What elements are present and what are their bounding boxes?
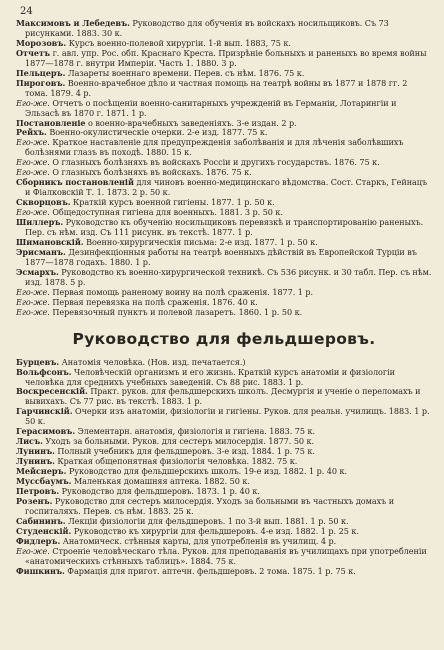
- entry-author: Сборникъ постановленій: [16, 177, 134, 188]
- entry-text: Краткій курсъ военной гигіены. 1877. 1 р. 50 к.: [70, 197, 275, 208]
- bibliography-entry: [16, 407, 432, 427]
- bibliography-entry: [16, 268, 432, 288]
- entry-author: Его-же.: [16, 545, 50, 556]
- bibliography-entry: [16, 138, 432, 158]
- entry-author: Его-же.: [16, 286, 50, 297]
- entry-author: Лисъ.: [16, 436, 43, 447]
- entry-text: Человѣческій организмъ и его жизнь. Краткій курсъ анатоміи и физіологіи человѣка для среднихъ учебныхъ заведеній. Съ 88 рис. 1883. 1 р.: [25, 366, 395, 387]
- entry-text: Строеніе человѣческаго тѣла. Руков. для преподаванія въ училищахъ при употребленіи «анатомическихъ стѣнныхъ таблицъ». 1884. 75 к.: [25, 545, 427, 566]
- entry-author: Лунинъ.: [16, 446, 55, 457]
- entry-text: О глазныхъ болѣзняхъ въ войскахъ. 1876. 75 к.: [49, 167, 252, 178]
- bibliography-entry: [16, 567, 432, 577]
- entry-text: Военно-врачебное дѣло и частная помощь на театрѣ войны въ 1877 и 1878 гг. 2 тома. 1879. 4 р.: [25, 77, 408, 98]
- entry-text: Лекціи физіологіи для фельдшеровъ. 1 по 3-й вып. 1881. 1 р. 50 к.: [65, 515, 349, 526]
- bibliography-entry: [16, 178, 432, 198]
- page-number: 24: [20, 6, 33, 17]
- entry-text: Военно-окулистическіе очерки. 2-е изд. 1877. 75 к.: [46, 127, 268, 138]
- entry-author: Эсмархъ.: [16, 266, 59, 277]
- entry-text: Краткое наставленіе для предупрежденія заболѣванія и для лѣченія заболѣвшихъ болѣзнями глазъ въ походѣ. 1880. 15 к.: [25, 137, 404, 158]
- entry-author: Мейснеръ.: [16, 466, 67, 477]
- entry-author: Максимовъ и Лебедевъ.: [16, 18, 130, 28]
- entry-text: Руководство для обученія въ войскахъ носильщиковъ. Съ 73 рисунками. 1883. 30 к.: [25, 18, 389, 38]
- bibliography-entry: [16, 368, 432, 388]
- entry-text: Полный учебникъ для фельдшеровъ. 3-е изд. 1884. 1 р. 75 к.: [54, 446, 315, 457]
- bibliography-entry: [16, 49, 432, 69]
- bibliography-entry: [16, 19, 432, 39]
- bibliography-entry: [16, 497, 432, 517]
- bibliography-entry: [16, 218, 432, 238]
- entry-text: Уходъ за больными. Руков. для сестеръ милосердія. 1877. 50 к.: [42, 436, 315, 447]
- bibliography-list-military: [16, 19, 432, 318]
- entry-text: Общедоступная гигіена для военныхъ. 1881. 3 р. 50 к.: [49, 207, 283, 218]
- entry-author: Вольфсонъ.: [16, 366, 72, 377]
- entry-author: Отчетъ: [16, 47, 51, 58]
- entry-text: Перевязочный пунктъ и полевой лазаретъ. 1860. 1 р. 50 к.: [49, 306, 303, 317]
- entry-author: Герасимовъ.: [16, 426, 76, 437]
- entry-author: Сабининъ.: [16, 515, 66, 526]
- entry-author: Розенъ.: [16, 495, 53, 506]
- entry-text: Маленькая домашняя аптека. 1882. 50 к.: [71, 476, 250, 487]
- entry-text: Курсъ военно-полевой хирургіи. 1-й вып. 1883, 75 к.: [66, 37, 291, 48]
- entry-text: Краткая общепонятная физіологія человѣка. 1882. 75 к.: [54, 456, 298, 467]
- entry-author: Эрисманъ.: [16, 246, 66, 257]
- entry-text: Первая перевязка на полѣ сраженія. 1876. 40 к.: [49, 296, 258, 307]
- entry-author: Гарчинскій.: [16, 406, 73, 417]
- bibliography-list-feldsher: [16, 358, 432, 577]
- entry-author: Его-же.: [16, 137, 50, 148]
- entry-author: Пельцеръ.: [16, 67, 66, 78]
- entry-author: Пироговъ.: [16, 77, 66, 88]
- entry-text: Фармація для пригот. аптечн. фельдшеровъ. 2 тома. 1875. 1 р. 75 к.: [64, 565, 356, 576]
- entry-author: Его-же.: [16, 157, 50, 168]
- entry-text: Руководство къ хирургіи для фельдшеровъ. 4-е изд. 1882. 1 р. 25 к.: [71, 525, 359, 536]
- entry-author: Его-же.: [16, 207, 50, 218]
- entry-author: Шиллеръ.: [16, 217, 64, 228]
- entry-text: Практ. руков. для фельдшерскихъ школъ. Десмургія и ученіе о переломахъ и вывихахъ. Съ 77 рис. въ текстѣ. 1883. 1 р.: [25, 386, 421, 407]
- entry-text: Руководство для фельдшеровъ. 1873. 1 р. 40 к.: [59, 485, 260, 496]
- entry-text: Лазареты военнаго времени. Перев. съ нѣм. 1876. 75 к.: [65, 67, 305, 78]
- entry-author: Его-же.: [16, 306, 50, 317]
- entry-text: Руководство для фельдшерскихъ школъ. 19-е изд. 1882. 1 р. 40 к.: [66, 466, 348, 477]
- entry-text: О глазныхъ болѣзняхъ въ войскахъ Россіи и другихъ государствъ. 1876. 75 к.: [49, 157, 380, 168]
- entry-text: Анатомическ. стѣнныя карты, для употребленія въ училищ. 4 р.: [60, 535, 337, 546]
- entry-author: Его-же.: [16, 296, 50, 307]
- entry-text: Очерки изъ анатоміи, физіологіи и гигіены. Руков. для реальн. училищъ. 1883. 1 р. 50 к.: [25, 406, 430, 427]
- entry-text: Военно-хирургическія письма: 2-е изд. 1877. 1 р. 50 к.: [83, 236, 318, 247]
- entry-author: Шимановскій.: [16, 236, 84, 247]
- entry-text: Руководство для сестеръ милосердія. Уходъ за больными въ частныхъ домахъ и госпиталяхъ. Перев. съ нѣм. 1883. 25 к.: [25, 495, 395, 516]
- entry-author: Скворцовъ.: [16, 197, 71, 208]
- entry-author: Его-же.: [16, 97, 50, 108]
- entry-author: Лунинъ.: [16, 456, 55, 467]
- bibliography-entry: [16, 248, 432, 268]
- entry-author: Петровъ.: [16, 485, 60, 496]
- entry-text: о военно-врачебныхъ заведеніяхъ. 3-е издан. 2 р.: [85, 117, 297, 128]
- section-title: Руководство для фельдшеровъ.: [72, 329, 376, 348]
- entry-author: Фишкинъ.: [16, 565, 65, 576]
- entry-text: Дезинфекціонныя работы на театрѣ военныхъ дѣйствій въ Европейской Турціи въ 1877—1878 годахъ. 1880. 1 р.: [25, 246, 417, 267]
- entry-text: Первая помощь раненому воину на полѣ сраженія. 1877. 1 р.: [49, 286, 314, 297]
- entry-author: Фидлеръ.: [16, 535, 61, 546]
- entry-author: Студенскій.: [16, 525, 72, 536]
- entry-text: Отчетъ о посѣщеніи военно-санитарныхъ учрежденій въ Германіи, Лотарингіи и Эльзасѣ въ 1870 г. 1871. 1 р.: [25, 97, 397, 118]
- bibliography-entry: [16, 547, 432, 567]
- entry-text: Руководство къ военно-хирургической техникѣ. Съ 536 рисунк. и 30 табл. Пер. съ нѣм. изд. 1878. 5 р.: [25, 266, 432, 287]
- bibliography-entry: [16, 308, 432, 318]
- entry-text: Элементарн. анатомія, физіологія и гигіена. 1883. 75 к.: [75, 426, 316, 437]
- entry-author: Его-же.: [16, 167, 50, 178]
- entry-text: г. авл. упр. Рос. обп. Краснаго Креста. Призрѣніе больныхъ и раненыхъ во время войны 1877—1878 г. внутри Имперіи. Часть 1. 1880. 3 р.: [25, 47, 427, 68]
- entry-author: Воскресенскій.: [16, 386, 88, 397]
- entry-text: для чиновъ военно-медицинскаго вѣдомства. Сост. Старкъ, Гейнацъ и Фіалковскій Т. 1. 1873. 2 р. 50 к.: [25, 177, 428, 198]
- entry-author: Рейхъ.: [16, 127, 47, 138]
- entry-author: Муссбаумъ.: [16, 476, 72, 487]
- entry-author: Постановленіе: [16, 117, 86, 128]
- bibliography-entry: [16, 79, 432, 99]
- entry-author: Морозовъ.: [16, 37, 67, 48]
- entry-text: Руководство къ обученію носильщиковъ перевязкѣ и транспортированію раненыхъ. Пер. съ нѣм. изд. Съ 111 рисунк. въ текстѣ. 1877. 1 р.: [25, 217, 424, 238]
- entry-author: Бурцевъ.: [16, 356, 60, 367]
- bibliography-entry: [16, 387, 432, 407]
- bibliography-entry: [16, 99, 432, 119]
- entry-text: Анатомія человѣка. (Нов. изд. печатается.): [59, 356, 246, 367]
